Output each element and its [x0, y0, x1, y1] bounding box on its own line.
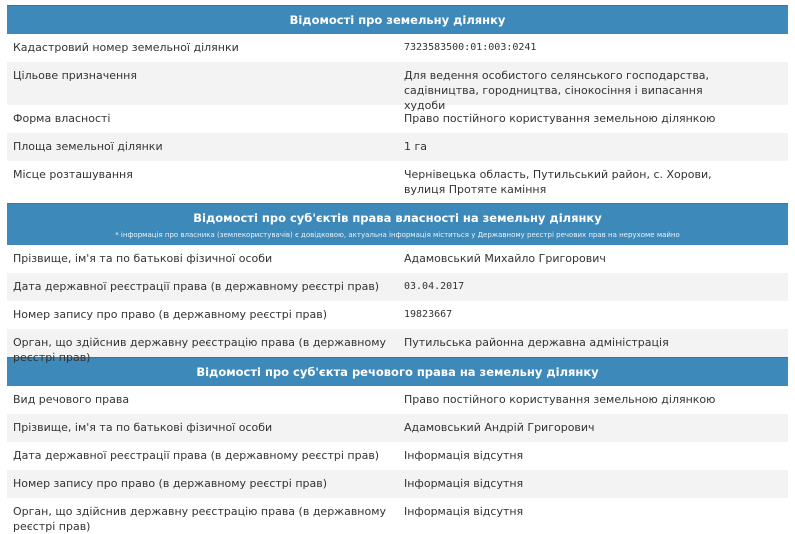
row-value: 03.04.2017: [404, 281, 465, 292]
row-label: Площа земельної ділянки: [13, 140, 163, 153]
row-label: Цільове призначення: [13, 69, 137, 82]
row-value: Путильська районна державна адміністрація: [404, 336, 669, 349]
table-row-area: [7, 133, 788, 161]
row-label: Вид речового права: [13, 393, 130, 406]
table-row-holder-record-number: [7, 470, 788, 498]
row-label: Орган, що здійснив державну реєстрацію права (в державному реєстрі прав): [13, 336, 387, 364]
row-value: Для ведення особистого селянського господарства, садівництва, городництва, сінокосіння і випасання худоби: [404, 69, 710, 112]
table-row-holder-name: [7, 414, 788, 442]
row-value: 19823667: [404, 309, 453, 320]
row-value: Право постійного користування земельною ділянкою: [404, 393, 716, 406]
row-label: Форма власності: [13, 112, 111, 125]
table-row-owner-record-number: [7, 301, 788, 329]
row-label: Номер запису про право (в державному реєстрі прав): [13, 308, 328, 321]
row-value: 7323583500:01:003:0241: [404, 42, 537, 53]
table-row-cadastral-number: [7, 34, 788, 62]
table-row-holder-registrar: [7, 498, 788, 533]
table-row-right-type: [7, 386, 788, 414]
owners-section-note: * інформація про власника (землекористувачів) є довідковою, актуальна інформація міститься у Державному реєстрі речових прав на нерухоме майно: [115, 231, 680, 239]
row-value: Інформація відсутня: [404, 477, 524, 490]
row-value: Адамовський Андрій Григорович: [404, 421, 595, 434]
table-row-owner-registrar: [7, 329, 788, 364]
row-value: 1 га: [404, 140, 428, 153]
row-label: Прізвище, ім'я та по батькові фізичної особи: [13, 421, 273, 434]
row-value: Право постійного користування земельною ділянкою: [404, 112, 716, 125]
row-value: Адамовський Михайло Григорович: [404, 252, 606, 265]
row-value: Інформація відсутня: [404, 449, 524, 462]
row-label: Кадастровий номер земельної ділянки: [13, 41, 239, 54]
table-row-owner-name: [7, 245, 788, 273]
row-label: Орган, що здійснив державну реєстрацію права (в державному реєстрі прав): [13, 505, 387, 533]
table-row-location: [7, 161, 788, 203]
row-label: Прізвище, ім'я та по батькові фізичної особи: [13, 252, 273, 265]
owners-section-header: [7, 203, 788, 245]
row-label: Номер запису про право (в державному реєстрі прав): [13, 477, 328, 490]
right-holder-section-header: [7, 357, 788, 386]
owners-section-title: Відомості про суб'єктів права власності на земельну ділянку: [193, 211, 602, 225]
row-value: Чернівецька область, Путильський район, с. Хорови, вулиця Протяте каміння: [404, 168, 712, 196]
land-parcel-section-header: [7, 5, 788, 34]
land-parcel-section-title: Відомості про земельну ділянку: [289, 13, 506, 27]
table-row-owner-reg-date: [7, 273, 788, 301]
table-row-purpose: [7, 62, 788, 112]
land-parcel-info-panel: [7, 5, 788, 533]
table-row-holder-reg-date: [7, 442, 788, 470]
row-value: Інформація відсутня: [404, 505, 524, 518]
row-label: Дата державної реєстрації права (в державному реєстрі прав): [13, 280, 380, 293]
table-row-ownership-form: [7, 105, 788, 133]
row-label: Дата державної реєстрації права (в державному реєстрі прав): [13, 449, 380, 462]
right-holder-section-title: Відомості про суб'єкта речового права на земельну ділянку: [196, 365, 599, 379]
row-label: Місце розташування: [13, 168, 133, 181]
